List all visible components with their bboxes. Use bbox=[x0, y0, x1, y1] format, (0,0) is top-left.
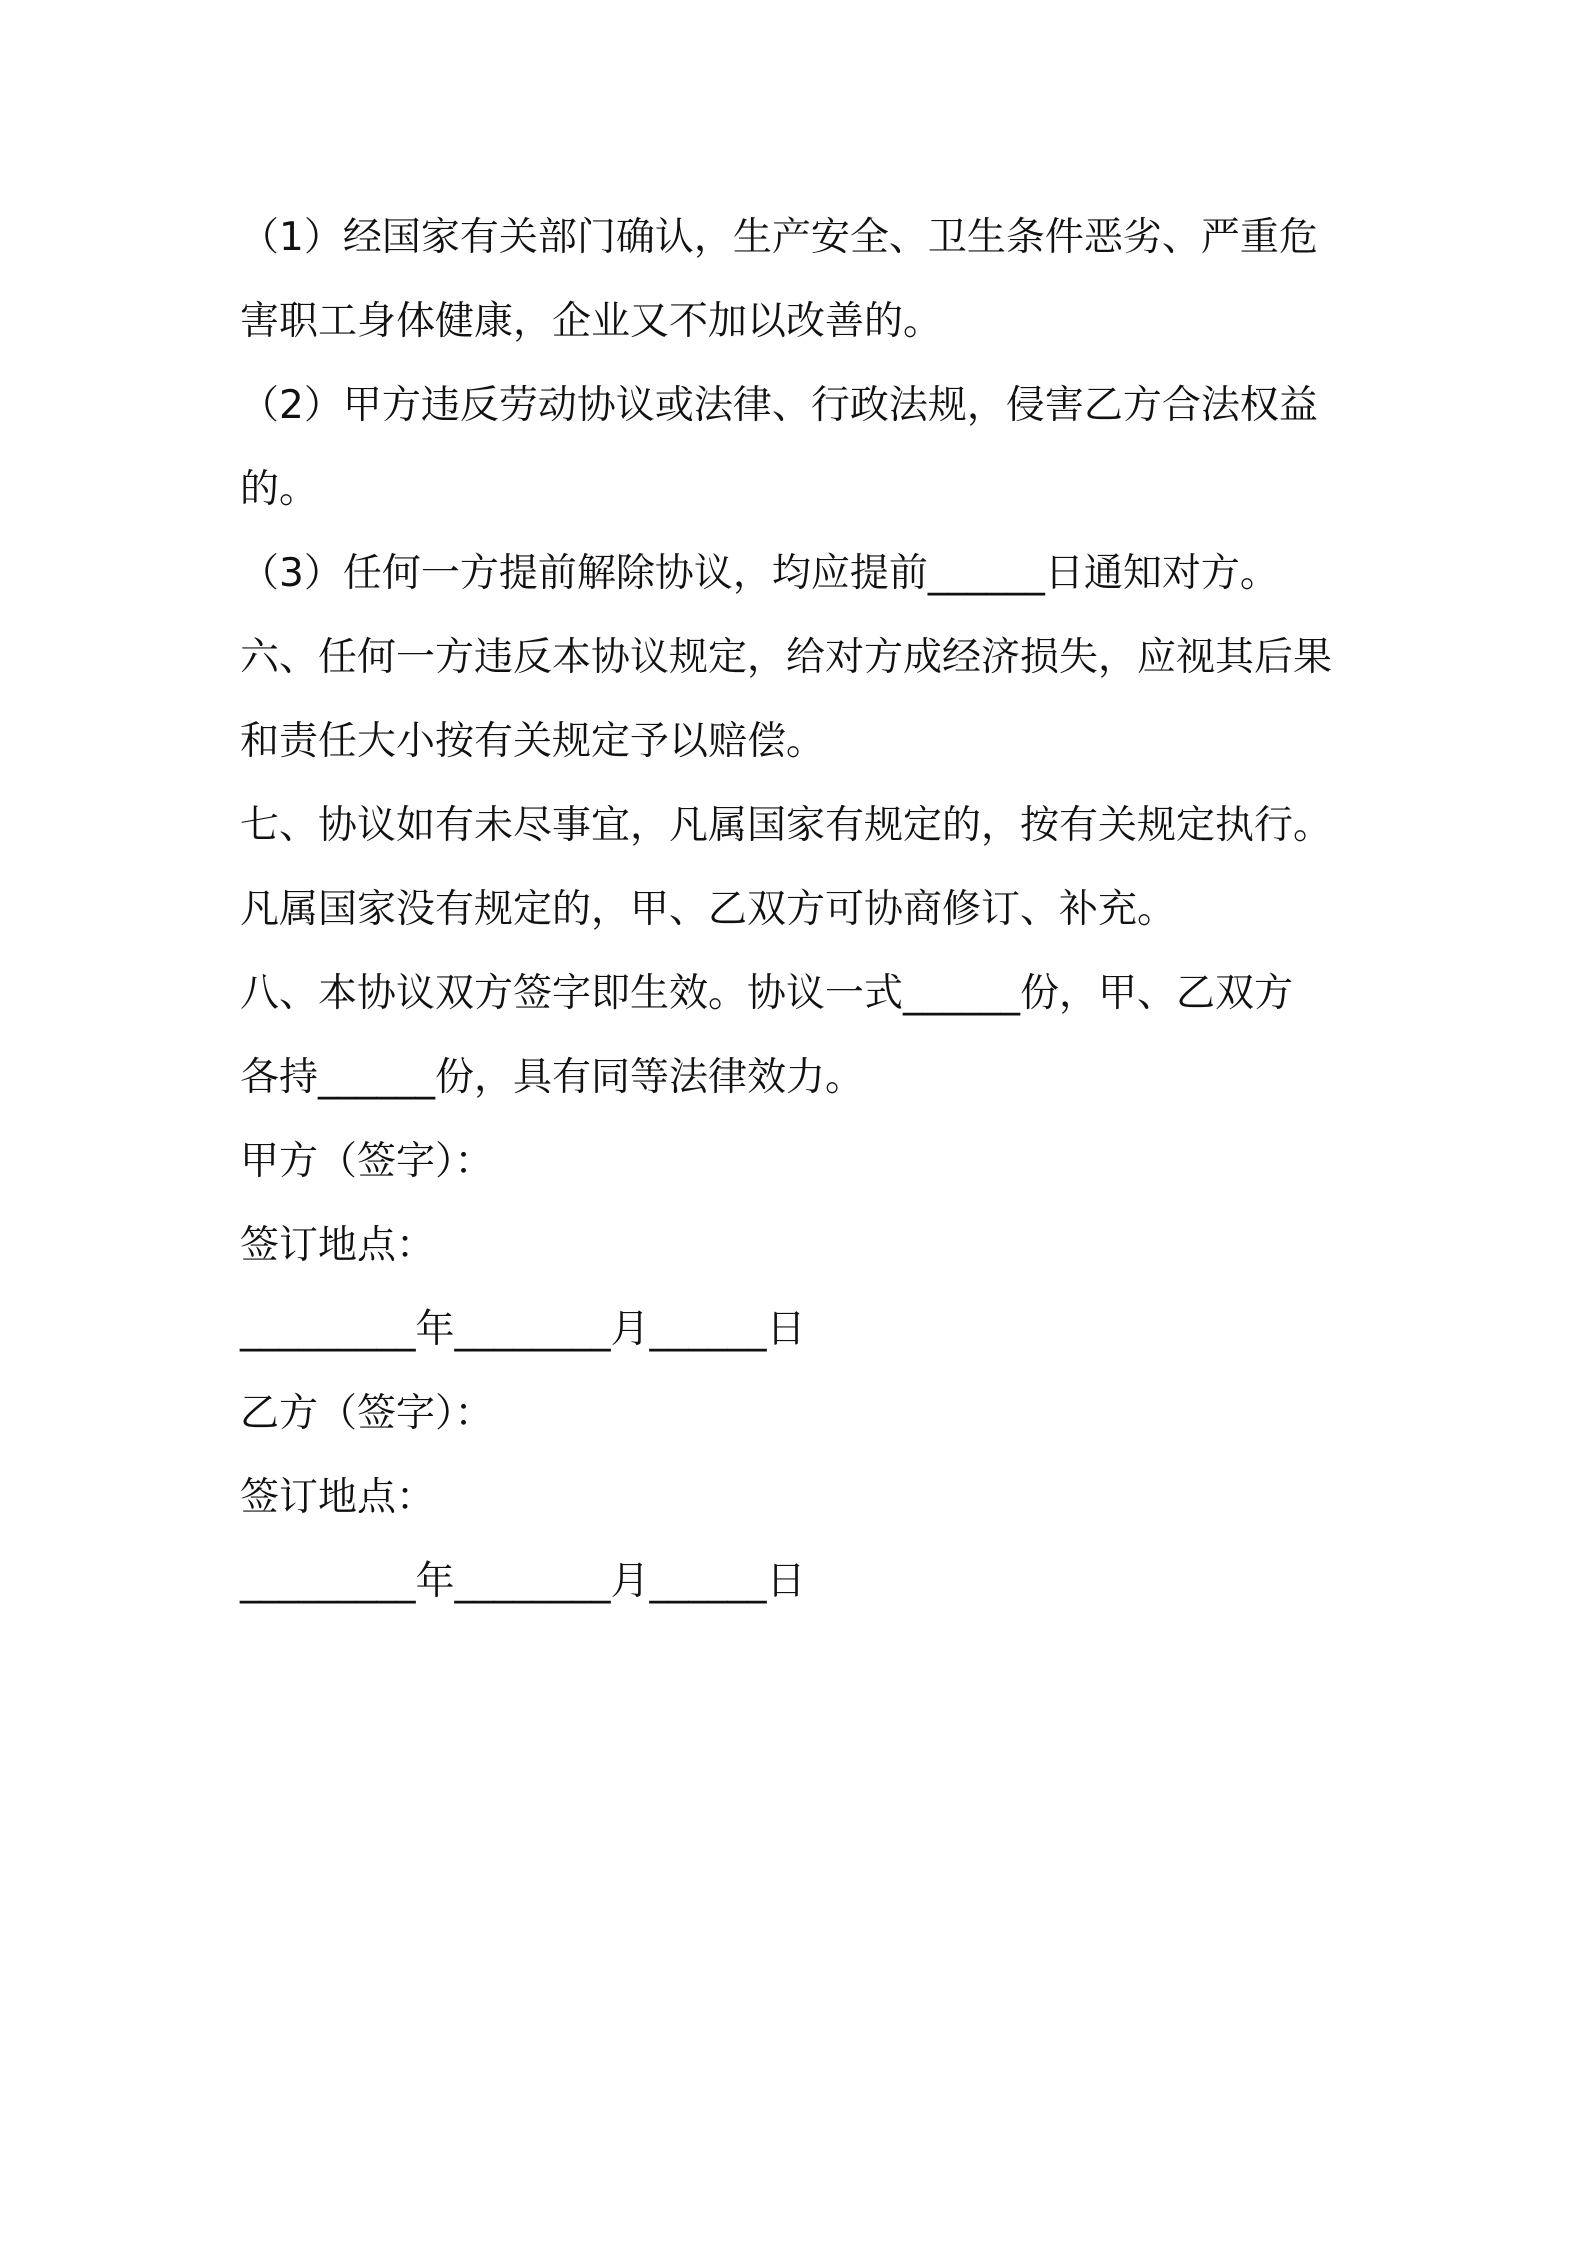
clause-eight-line-1: 八、本协议双方签字即生效。协议一式______份，甲、乙双方 bbox=[240, 971, 1294, 1016]
clause-item-1-line-1: （1）经国家有关部门确认，生产安全、卫生条件恶劣、严重危 bbox=[240, 215, 1318, 260]
clause-seven-line-1: 七、协议如有未尽事宜，凡属国家有规定的，按有关规定执行。 bbox=[240, 803, 1333, 848]
clause-eight-line-2: 各持______份，具有同等法律效力。 bbox=[240, 1055, 865, 1100]
clause-item-2-line-2: 的。 bbox=[240, 467, 319, 512]
party-b-date: _________年________月______日 bbox=[240, 1559, 806, 1604]
clause-seven-line-2: 凡属国家没有规定的，甲、乙双方可协商修订、补充。 bbox=[240, 887, 1177, 932]
party-a-location: 签订地点： bbox=[240, 1223, 436, 1268]
party-a-date: _________年________月______日 bbox=[240, 1307, 806, 1352]
party-b-signature: 乙方（签字）： bbox=[240, 1391, 494, 1436]
document-body bbox=[240, 196, 1360, 1624]
party-b-location: 签订地点： bbox=[240, 1475, 436, 1520]
clause-item-1-line-2: 害职工身体健康，企业又不加以改善的。 bbox=[240, 299, 943, 344]
party-a-signature: 甲方（签字）： bbox=[240, 1139, 494, 1184]
clause-six-line-2: 和责任大小按有关规定予以赔偿。 bbox=[240, 719, 826, 764]
clause-six-line-1: 六、任何一方违反本协议规定，给对方成经济损失，应视其后果 bbox=[240, 635, 1333, 680]
clause-item-3-line-1: （3）任何一方提前解除协议，均应提前______日通知对方。 bbox=[240, 551, 1279, 596]
clause-item-2-line-1: （2）甲方违反劳动协议或法律、行政法规，侵害乙方合法权益 bbox=[240, 383, 1318, 428]
